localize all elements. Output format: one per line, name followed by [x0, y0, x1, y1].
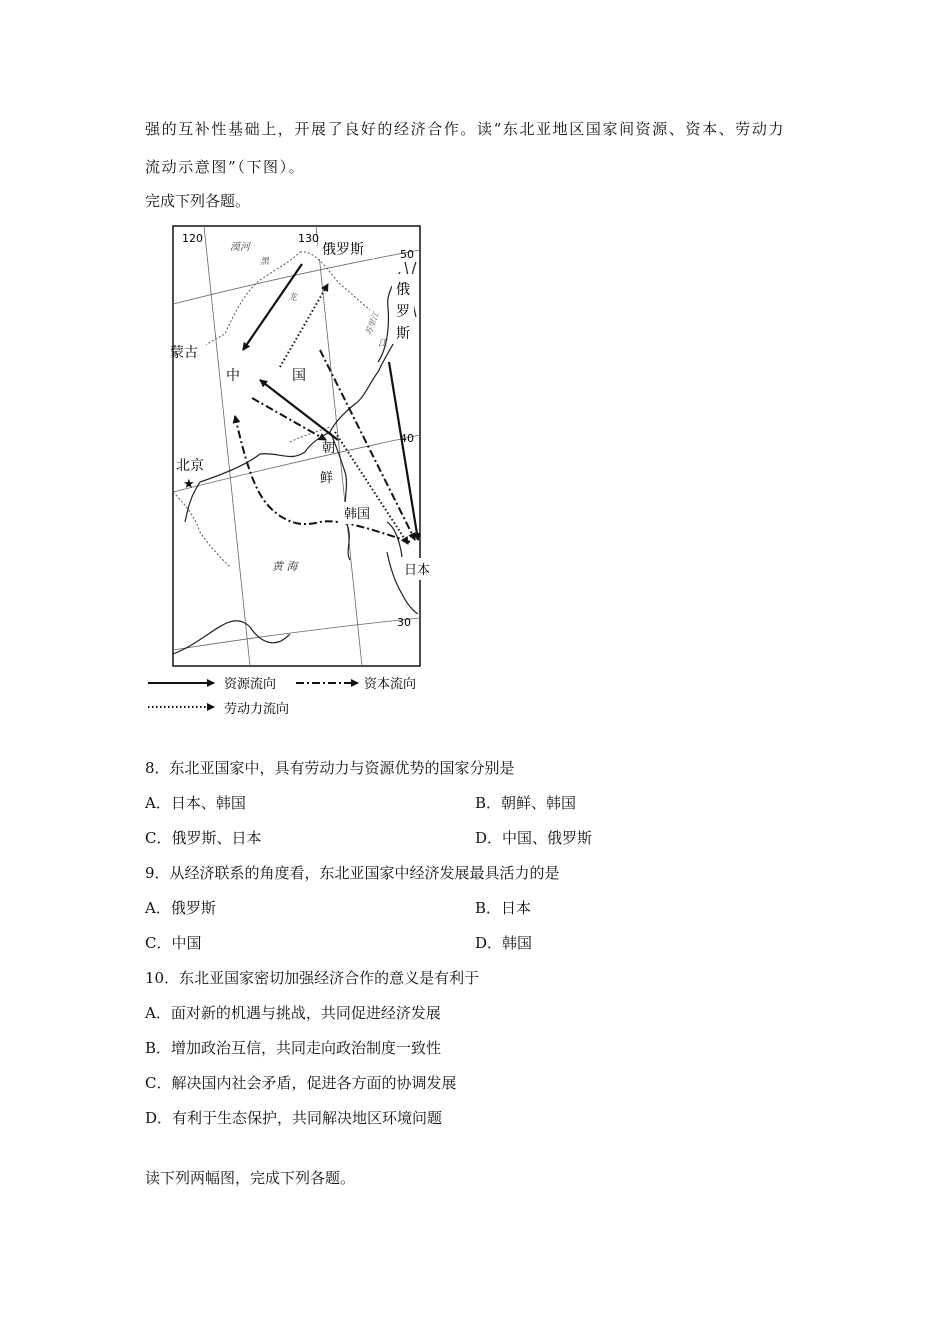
question-9-stem: 9．从经济联系的角度看，东北亚国家中经济发展最具活力的是: [145, 864, 560, 882]
label-yellow-sea: 黄 海: [272, 560, 298, 573]
question-8-stem: 8．东北亚国家中，具有劳动力与资源优势的国家分别是: [145, 759, 515, 777]
q8-option-c: C．俄罗斯、日本: [145, 829, 262, 847]
label-korea-n2: 鲜: [320, 471, 334, 486]
label-heihe: 漠河: [230, 242, 250, 253]
q9-option-b: B．日本: [475, 899, 532, 917]
label-amur-2: 龙: [288, 293, 298, 303]
legend-resource-label: 资源流向: [224, 677, 277, 692]
q10-option-b: B．增加政治互信，共同走向政治制度一致性: [145, 1039, 442, 1057]
intro-line-2: 流动示意图”（下图）。: [145, 158, 306, 176]
label-russia-v1: 俄: [396, 282, 410, 298]
legend-labor-label: 劳动力流向: [224, 702, 290, 717]
lat-label-40: 40: [400, 432, 414, 445]
label-korea-s: 韩国: [344, 507, 371, 522]
label-russia-v3: 斯: [396, 326, 410, 342]
label-korea-n1: 朝: [322, 441, 336, 456]
intro-task: 完成下列各题。: [145, 192, 251, 210]
label-russia-top: 俄罗斯: [322, 242, 364, 258]
intro-line-1: 强的互补性基础上，开展了良好的经济合作。读“东北亚地区国家间资源、资本、劳动力: [145, 120, 786, 138]
lon-label-130: 130: [298, 232, 319, 245]
map-frame: [173, 226, 420, 666]
label-mongolia: 蒙古: [170, 345, 198, 361]
label-amur-3: 江: [378, 339, 388, 349]
q9-option-c: C．中国: [145, 934, 202, 952]
beijing-star-icon: ★: [183, 477, 195, 492]
label-river-2: 苏里江: [364, 310, 381, 337]
question-10-stem: 10．东北亚国家密切加强经济合作的意义是有利于: [145, 969, 480, 987]
label-russia-v2: 罗: [396, 304, 410, 320]
label-china-1: 中: [226, 368, 240, 384]
q10-option-c: C．解决国内社会矛盾，促进各方面的协调发展: [145, 1074, 457, 1092]
lat-label-30: 30: [397, 616, 411, 629]
q8-option-d: D．中国、俄罗斯: [475, 829, 593, 847]
q10-option-a: A．面对新的机遇与挑战，共同促进经济发展: [145, 1004, 441, 1022]
northeast-asia-flow-map: [140, 222, 440, 722]
q8-option-b: B．朝鲜、韩国: [475, 794, 577, 812]
q9-option-d: D．韩国: [475, 934, 533, 952]
label-beijing: 北京: [176, 458, 204, 474]
q10-option-d: D．有利于生态保护，共同解决地区环境问题: [145, 1109, 443, 1127]
label-japan: 日本: [404, 563, 431, 578]
label-china-2: 国: [292, 368, 306, 384]
map-legend: [148, 676, 416, 717]
lon-label-120: 120: [182, 232, 203, 245]
closing-instruction: 读下列两幅图，完成下列各题。: [145, 1169, 356, 1187]
label-amur-1: 黑: [260, 257, 270, 267]
lat-label-50: 50: [400, 248, 414, 261]
q8-option-a: A．日本、韩国: [145, 794, 246, 812]
legend-capital-label: 资本流向: [364, 677, 417, 692]
q9-option-a: A．俄罗斯: [145, 899, 216, 917]
